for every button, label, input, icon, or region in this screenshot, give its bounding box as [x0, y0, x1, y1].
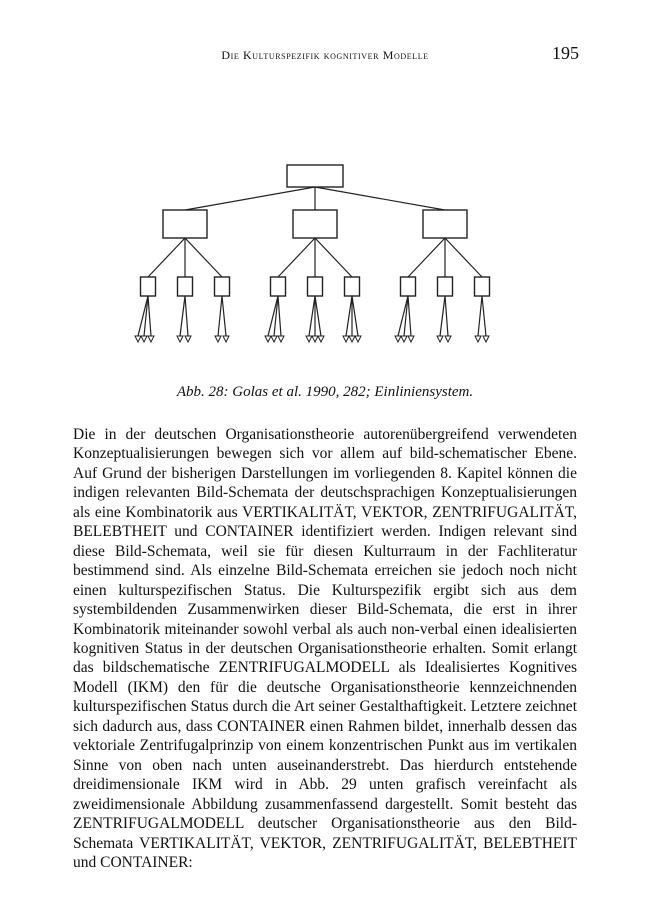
arrowhead	[483, 336, 489, 342]
connector-line	[315, 238, 352, 277]
arrowhead	[445, 336, 451, 342]
running-header-title: Die Kulturspezifik kognitiver Modelle	[221, 48, 429, 62]
arrowhead	[355, 336, 361, 342]
arrowhead	[401, 336, 407, 342]
lower-level-box	[438, 277, 453, 296]
lower-level-box	[401, 277, 416, 296]
arrowhead	[278, 336, 284, 342]
fan-line	[440, 296, 445, 336]
arrowhead	[141, 336, 147, 342]
middle-level-box	[293, 210, 337, 238]
fan-line	[445, 296, 448, 336]
page-number: 195	[552, 43, 579, 63]
fan-line	[482, 296, 486, 336]
connector-line	[408, 238, 445, 277]
connector-line	[148, 238, 185, 277]
middle-level-box	[423, 210, 467, 238]
arrowhead	[349, 336, 355, 342]
arrowhead	[437, 336, 443, 342]
connector-line	[278, 238, 315, 277]
arrowhead	[312, 336, 318, 342]
lower-level-box	[215, 277, 230, 296]
fan-line	[148, 296, 151, 336]
arrowhead	[306, 336, 312, 342]
arrowhead	[177, 336, 183, 342]
arrowhead	[135, 336, 141, 342]
arrowhead	[318, 336, 324, 342]
fan-line	[478, 296, 482, 336]
arrowhead	[215, 336, 221, 342]
arrowhead	[265, 336, 271, 342]
fan-line	[408, 296, 411, 336]
arrowhead	[343, 336, 349, 342]
arrowhead	[223, 336, 229, 342]
connector-line	[185, 187, 315, 210]
arrowhead	[185, 336, 191, 342]
top-level-box	[287, 165, 343, 187]
fan-line	[218, 296, 222, 336]
fan-line	[222, 296, 226, 336]
arrowhead	[475, 336, 481, 342]
fan-line	[180, 296, 185, 336]
fan-line	[185, 296, 188, 336]
fan-line	[278, 296, 281, 336]
figure-caption: Abb. 28: Golas et al. 1990, 282; Einliniensystem.	[176, 384, 474, 400]
lower-level-box	[271, 277, 286, 296]
arrowhead	[271, 336, 277, 342]
fan-line	[352, 296, 358, 336]
arrowhead	[395, 336, 401, 342]
lower-level-box	[308, 277, 323, 296]
middle-level-box	[163, 210, 207, 238]
fan-line	[346, 296, 352, 336]
arrowhead	[408, 336, 414, 342]
lower-level-box	[345, 277, 360, 296]
org-chart-diagram	[115, 160, 515, 360]
lower-level-box	[475, 277, 490, 296]
lower-level-box	[178, 277, 193, 296]
connector-line	[445, 238, 482, 277]
lower-level-box	[141, 277, 156, 296]
fan-line	[309, 296, 315, 336]
fan-line	[315, 296, 321, 336]
org-chart-figure	[115, 160, 515, 360]
arrowhead	[148, 336, 154, 342]
connector-line	[185, 238, 222, 277]
body-paragraph: Die in der deutschen Organisationstheorie autorenübergreifend verwendeten Konzeptualisierungen bewegen sich vor allem auf bild-schematischer Ebene. Auf Grund der bisherigen Darstellungen im vorliegenden 8. Kapitel können die indigen relevanten Bild-Schemata der deutschsprachigen Konzeptualisierungen als eine Kombinatorik aus VERTIKALITÄT, VEKTOR, ZENTRIFUGALITÄT, BELEBTHEIT und CONTAINER identifiziert werden. Indigen relevant sind diese Bild-Schemata, weil sie für diesen Kulturraum in der Fachliteratur bestimmend sind. Als einzelne Bild-Schemata erreichen sie jedoch noch nicht einen kulturspezifischen Status. Die Kulturspezifik ergibt sich aus dem systembildenden Zusammenwirken dieser Bild-Schemata, die erst in ihrer Kombinatorik miteinander sowohl verbal als auch non-verbal einen idealisierten kognitiven Status in der deutschen Organisationstheorie erhalten. Somit erlangt das bildschematische ZENTRIFUGALMODELL als Idealisiertes Kognitives Modell (IKM) den für die deutsche Organisationstheorie kennzeichnenden kulturspezifischen Status durch die Art seiner Gestalthaftigkeit. Letztere zeichnet sich dadurch aus, dass CONTAINER einen Rahmen bildet, innerhalb dessen das vektoriale Zentrifugalprinzip von einem konzentrischen Punkt aus im vertikalen Sinne von oben nach unten auseinanderstrebt. Das hierdurch entstehende dreidimensionale IKM wird in Abb. 29 unten grafisch vereinfacht als zweidimensionale Abbildung zusammenfassend dargestellt. Somit besteht das ZENTRIFUGALMODELL deutscher Organisationstheorie aus den Bild-Schemata VERTIKALITÄT, VEKTOR, ZENTRIFUGALITÄT, BELEBTHEIT und CONTAINER:	[73, 426, 577, 871]
connector-line	[315, 187, 445, 210]
